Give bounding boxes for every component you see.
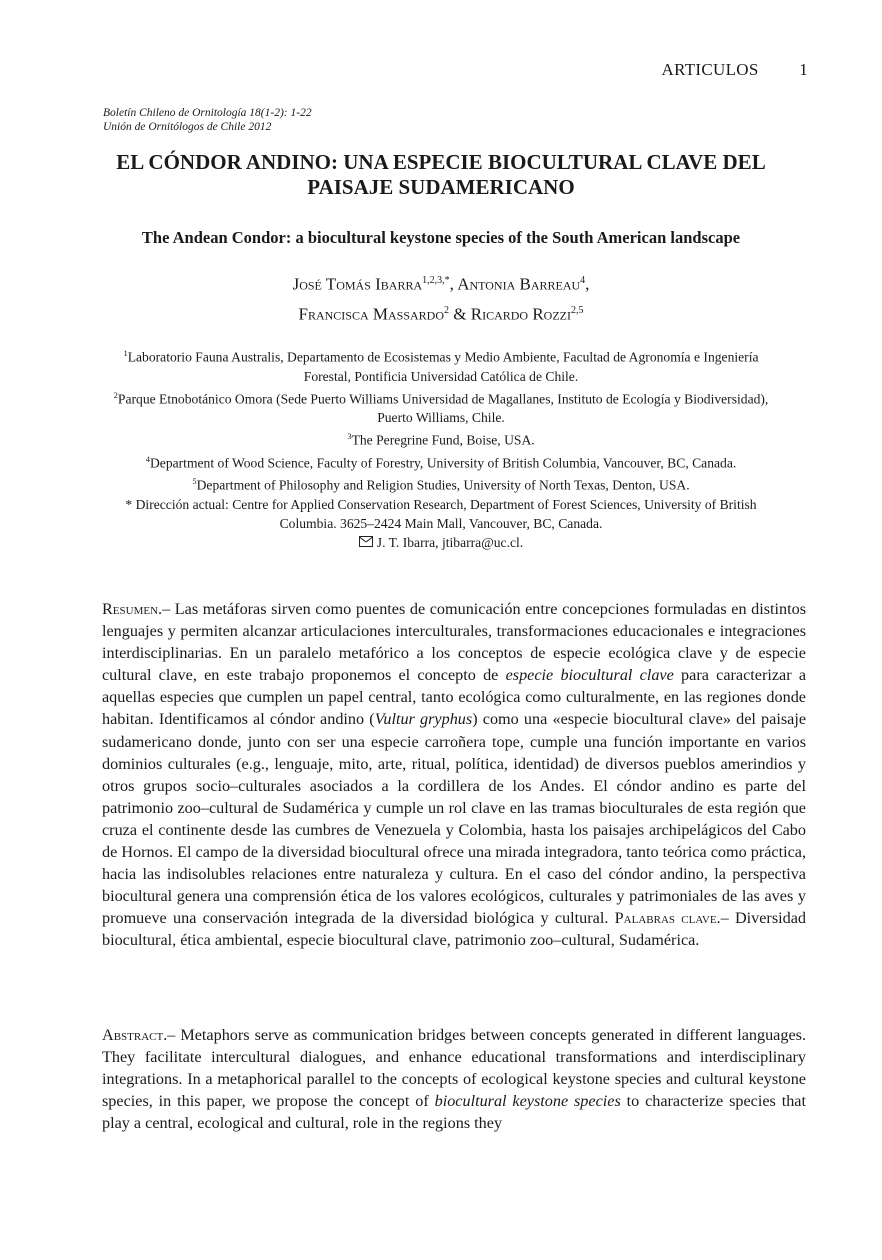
affiliation-marker: 1 xyxy=(123,348,128,358)
affiliation-text: Department of Wood Science, Faculty of Forestry, University of British Columbia, Vancouver, BC, Canada. xyxy=(149,455,737,471)
author-affiliation-marker: 1,2,3,* xyxy=(422,275,450,286)
keywords-text: Diversidad biocultural, ética ambiental, especie biocultural clave, patrimonio zoo–cultural, Sudamérica. xyxy=(102,909,806,950)
contact-text: J. T. Ibarra, jtibarra@uc.cl. xyxy=(376,535,524,550)
affiliation-marker: 4 xyxy=(145,453,150,464)
affiliation-marker: 2 xyxy=(113,389,118,400)
journal-line-1: Boletín Chileno de Ornitología 18(1-2): 1-22 xyxy=(103,107,312,119)
species-name: Vultur gryphus xyxy=(374,710,473,729)
affiliation-marker: 5 xyxy=(192,476,197,487)
affiliation-text: The Peregrine Fund, Boise, USA. xyxy=(351,432,535,448)
abstract-text: Metaphors serve as communication bridges between concepts generated in different languages. They facilitate intercultural dialogues, and enhance educational transformations and interdisciplinary integrations. In a metaphorical parallel to the concepts of ecological keystone species and cultural keystone species, in this paper, we propose the concept of xyxy=(102,1026,806,1111)
article-subtitle: The Andean Condor: a biocultural keystone species of the South American landscape xyxy=(141,228,741,247)
author-name: José Tomás Ibarra xyxy=(292,274,423,294)
affiliation-text: Laboratorio Fauna Australis, Departamento de Ecosistemas y Medio Ambiente, Facultad de Agronomía e Ingeniería Forestal, Pontificia Universidad Católica de Chile. xyxy=(127,349,759,384)
resumen-emphasis: especie biocultural clave xyxy=(505,666,674,685)
abstract-paragraph xyxy=(102,1024,806,1134)
affiliation-marker: 3 xyxy=(347,431,352,442)
envelope-icon xyxy=(359,536,373,547)
resumen-text: Las metáforas sirven como puentes de comunicación entre concepciones formuladas en distintos lenguajes y permiten alcanzar articulaciones interculturales, transformaciones educacionales e integraciones interdisciplinarias. En un paralelo metafórico a los conceptos de especie ecológica clave y de especie cultural clave, en este trabajo proponemos el concepto de xyxy=(102,600,806,685)
affiliation xyxy=(100,495,782,533)
keywords-label: Palabras clave.– xyxy=(614,909,729,928)
author-name: Ricardo Rozzi xyxy=(470,304,571,324)
author-ampersand: & xyxy=(453,304,467,324)
corresponding-author xyxy=(100,535,782,551)
resumen-text: ) como una «especie biocultural clave» del paisaje sudamericano donde, junto con ser una especie carroñera tope, cumple una función importante en varios dominios culturales (e.g., lenguaje, mito, arte, ritual, política, identidad) de diversos pueblos amerindios y otros grupos socio–culturales asociados a la cordillera de los Andes. El cóndor andino es parte del patrimonio zoo–cultural de Sudamérica y cumple un rol clave en las tramas bioculturales de esta región que cruza el continente desde las cumbres de Venezuela y Colombia, hasta los paisajes archipelágicos del Cabo de Hornos. El campo de la diversidad biocultural ofrece una mirada integradora, tanto teórica como práctica, hacia las indisolubles relaciones entre naturaleza y cultura. En el caso del cóndor andino, la perspectiva biocultural genera una comprensión ética de los valores ecológicos, culturales y patrimoniales de las aves y promueve una conservación integrada de la diversidad biológica y cultural. xyxy=(102,710,806,928)
affiliation-text: Department of Philosophy and Religion Studies, University of North Texas, Denton, USA. xyxy=(196,477,690,493)
resumen-label: Resumen.– xyxy=(102,600,171,618)
author-line-2 xyxy=(120,298,762,328)
abstract-label: Abstract.– xyxy=(102,1026,176,1044)
running-header xyxy=(662,60,808,80)
author-name: Francisca Massardo xyxy=(298,304,444,324)
affiliation-text: * Dirección actual: Centre for Applied Conservation Research, Department of Forest Sciences, University of British Columbia. 3625–2424 Main Mall, Vancouver, BC, Canada. xyxy=(125,496,757,531)
author-line-1: José Tomás Ibarra$^{1,2,3,*}$, Antonia Barreau$^4$, xyxy=(292,274,590,294)
author-name: Antonia Barreau xyxy=(457,274,581,294)
section-label: ARTICULOS xyxy=(661,60,759,79)
article-title: EL CÓNDOR ANDINO: UNA ESPECIE BIOCULTURAL CLAVE DEL PAISAJE SUDAMERICANO xyxy=(116,150,766,199)
affiliation xyxy=(100,344,782,386)
author-affiliation-marker: 2 xyxy=(444,304,449,316)
affiliation xyxy=(100,450,782,473)
affiliations xyxy=(100,344,782,533)
abstract-emphasis: biocultural keystone species xyxy=(434,1092,621,1111)
author-affiliation-marker: 2,5 xyxy=(571,304,584,316)
affiliation xyxy=(100,386,782,428)
resumen-paragraph xyxy=(102,598,806,952)
resumen-text: para caracterizar a aquellas especies que cumplen un papel central, tanto ecológica como culturalmente, en las regiones donde habitan. Identificamos al cóndor andino ( xyxy=(102,666,807,729)
author-affiliation-marker: 4 xyxy=(580,275,586,286)
affiliation-text: Parque Etnobotánico Omora (Sede Puerto Williams Universidad de Magallanes, Instituto de Ecología y Biodiversidad), Puerto Williams, Chile. xyxy=(117,391,769,426)
abstract-text: to characterize species that play a central, ecological and cultural, role in the regions they xyxy=(102,1092,806,1133)
affiliation xyxy=(100,427,782,450)
journal-citation xyxy=(103,106,312,134)
affiliation xyxy=(100,472,782,495)
page-number: 1 xyxy=(799,60,808,79)
journal-line-2: Unión de Ornitólogos de Chile 2012 xyxy=(103,121,272,133)
author-list xyxy=(120,268,762,327)
